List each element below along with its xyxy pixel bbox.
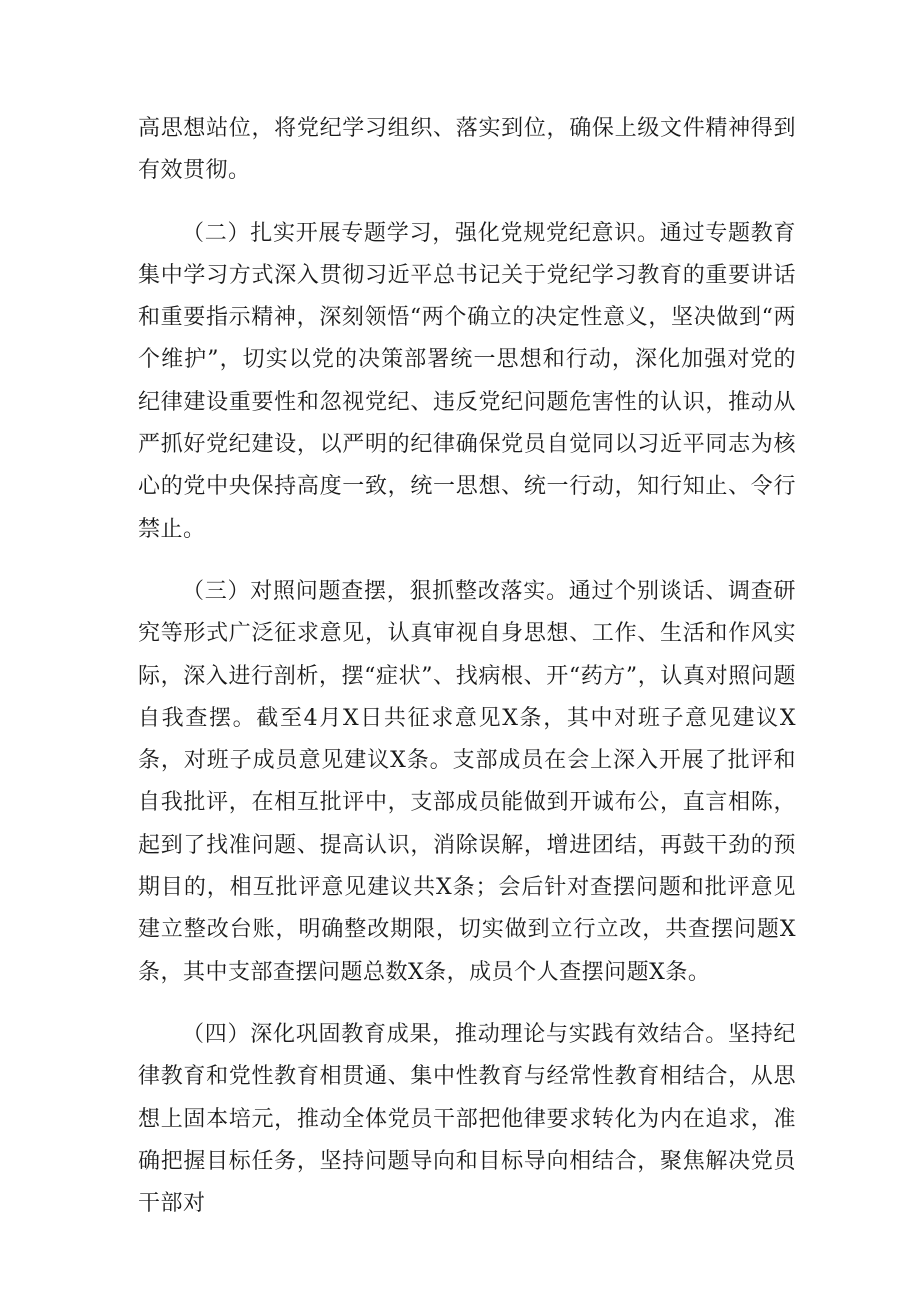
paragraph-section-2: （二）扎实开展专题学习，强化党规党纪意识。通过专题教育集中学习方式深入贯彻习近平总书记关于党纪学习教育的重要讲话和重要指示精神，深刻领悟“两个确立的决定性意义，坚决做到“两个维护”，切实以党的决策部署统一思想和行动，深化加强对党的纪律建设重要性和忽视党纪、违反党纪问题危害性的认识，推动从严抓好党纪建设，以严明的纪律确保党员自觉同以习近平同志为核心的党中央保持高度一致，统一思想、统一行动，知行知止、令行禁止。 (138, 220, 796, 542)
paragraph-section-4: （四）深化巩固教育成果，推动理论与实践有效结合。坚持纪律教育和党性教育相贯通、集中性教育与经常性教育相结合，从思想上固本培元，推动全体党员干部把他律要求转化为内在追求，准确把握目标任务，坚持问题导向和目标导向相结合，聚焦解决党员干部对 (138, 1021, 796, 1217)
document-page (138, 108, 796, 1245)
paragraph-continuation: 高思想站位，将党纪学习组织、落实到位，确保上级文件精神得到有效贯彻。 (138, 116, 796, 184)
paragraph-section-3: （三）对照问题查摆，狠抓整改落实。通过个别谈话、调查研究等形式广泛征求意见，认真审视自身思想、工作、生活和作风实际，深入进行剖析，摆“症状”、找病根、开“药方”，认真对照问题自我查摆。截至4月X日共征求意见X条，其中对班子意见建议X条，对班子成员意见建议X条。支部成员在会上深入开展了批评和自我批评，在相互批评中，支部成员能做到开诚布公，直言相陈，起到了找准问题、提高认识，消除误解，增进团结，再鼓干劲的预期目的，相互批评意见建议共X条；会后针对查摆问题和批评意见建立整改台账，明确整改期限，切实做到立行立改，共查摆问题X条，其中支部查摆问题总数X条，成员个人查摆问题X条。 (138, 578, 796, 985)
